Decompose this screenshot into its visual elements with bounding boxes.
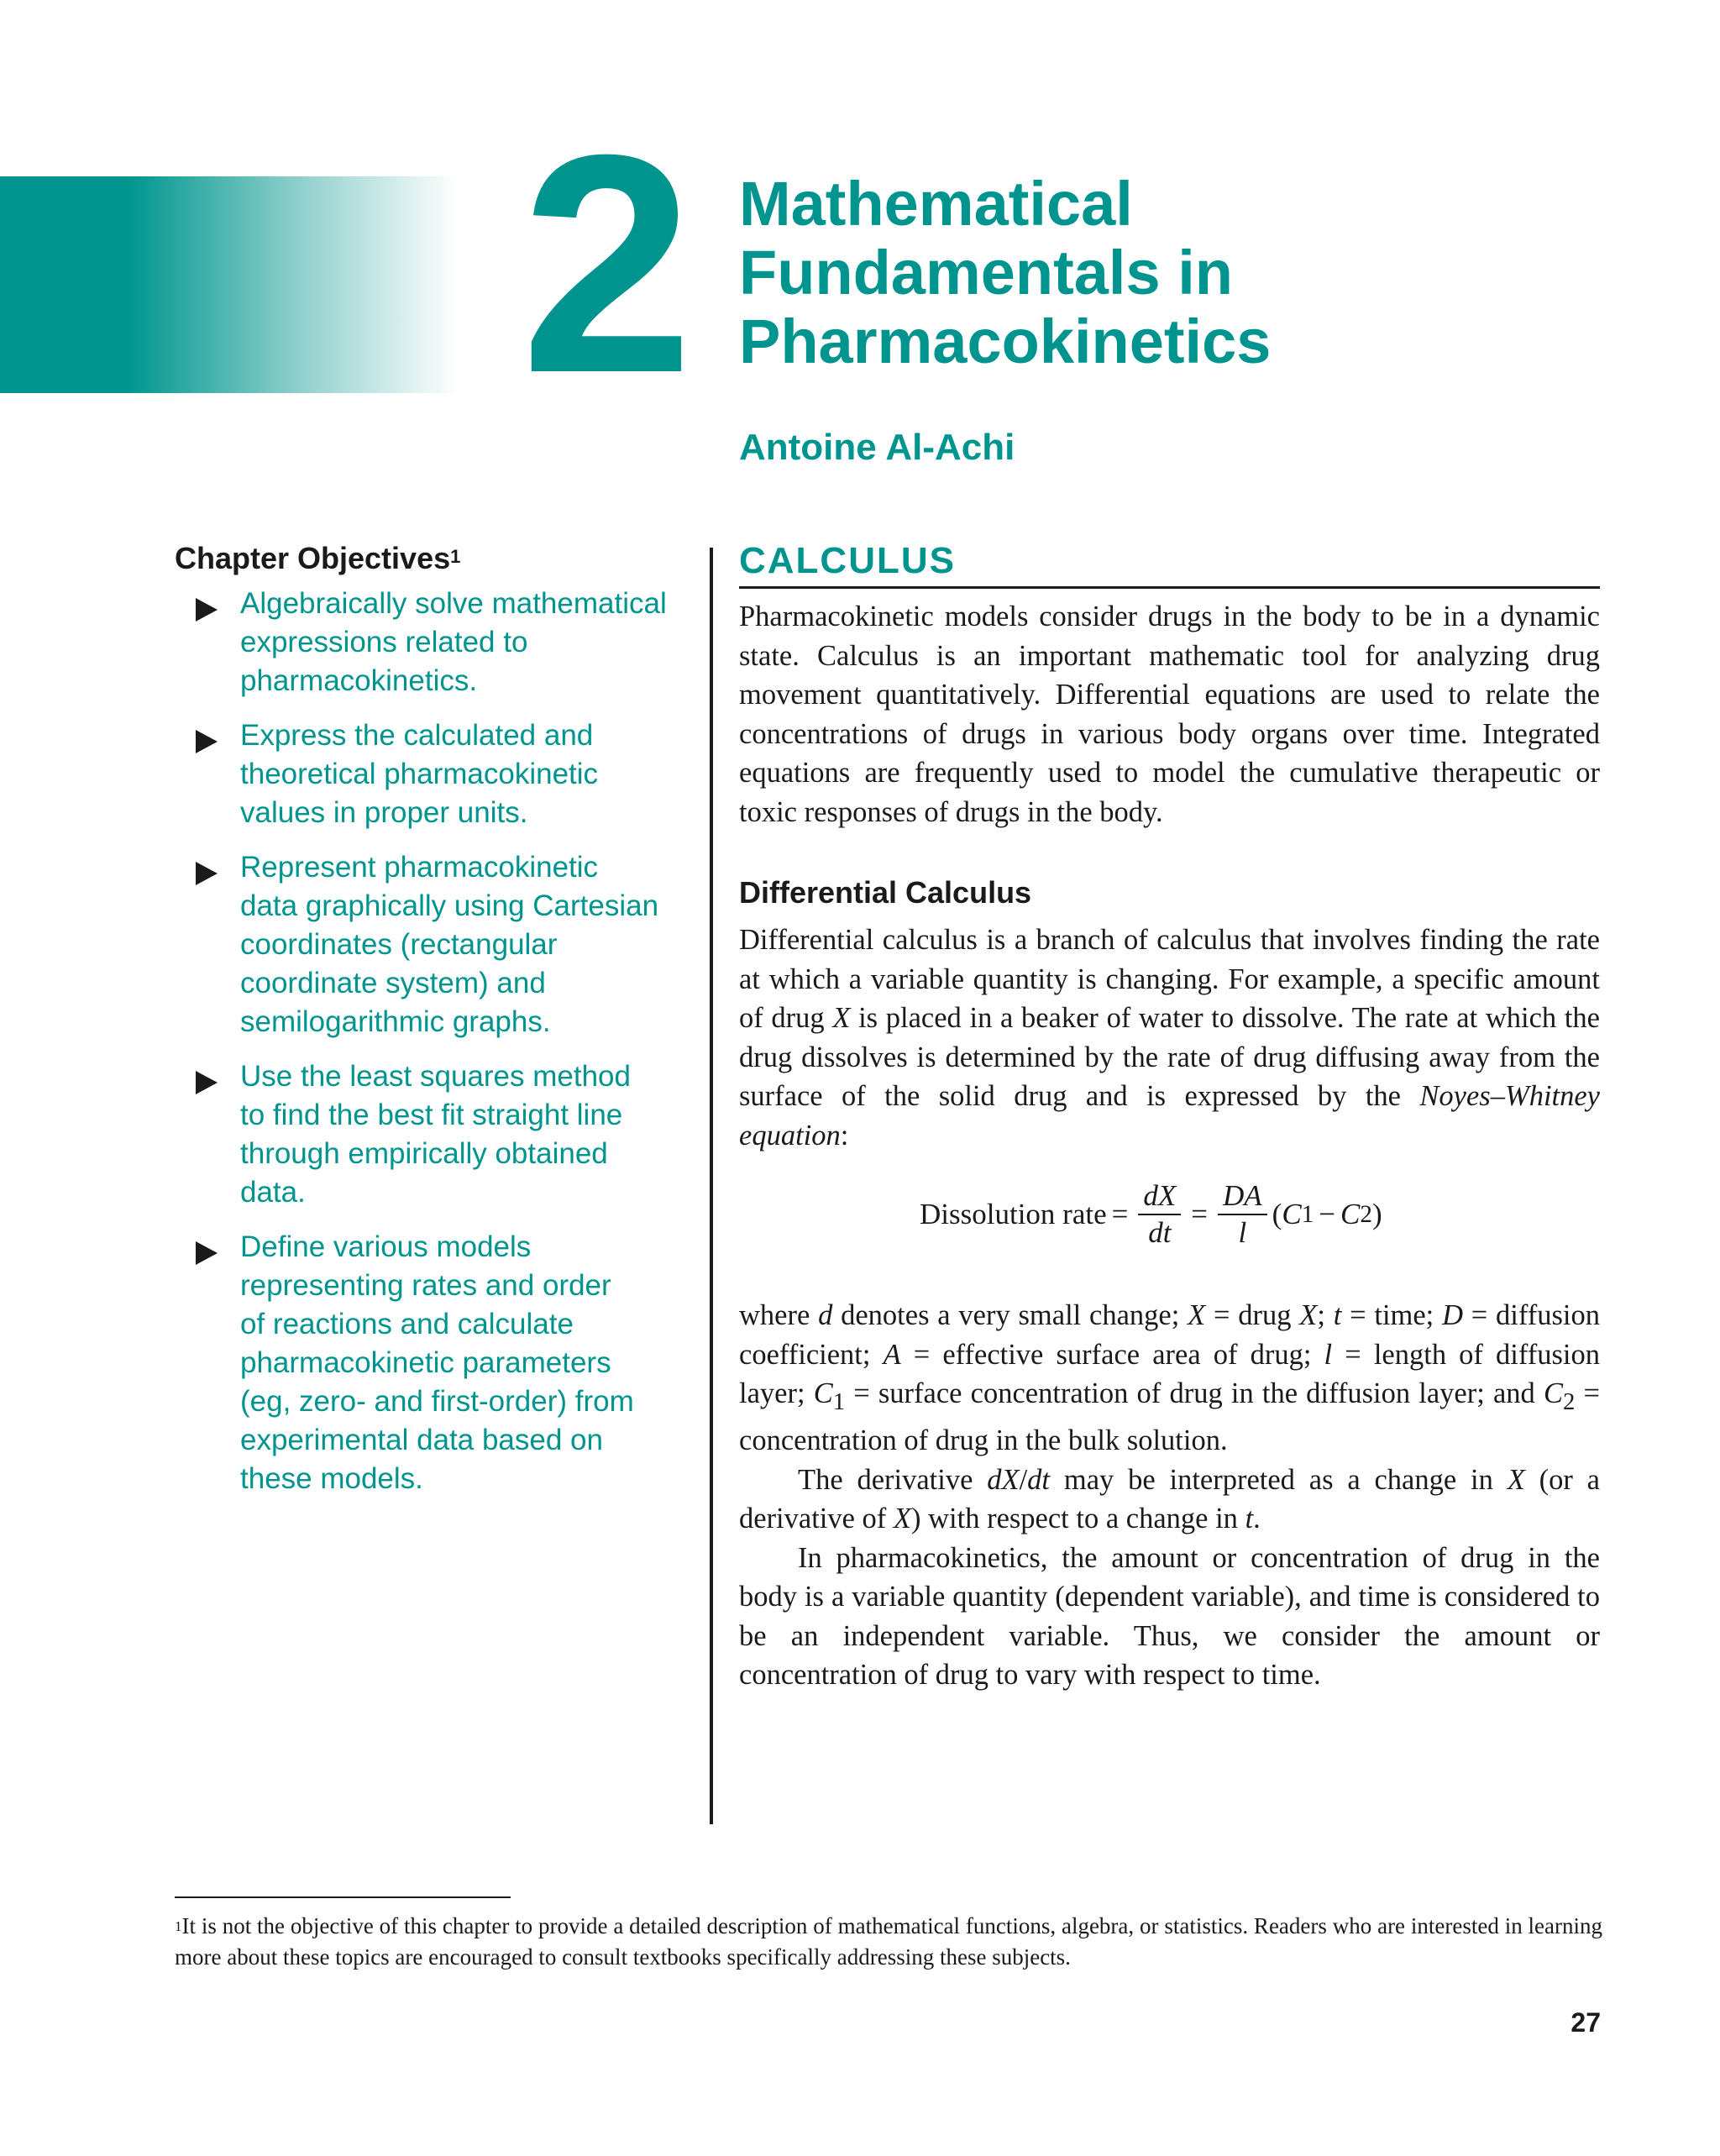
variable: X xyxy=(1299,1299,1318,1331)
fraction-numerator: DA xyxy=(1218,1180,1267,1215)
variable: C xyxy=(1543,1377,1563,1409)
footnote-marker: 1 xyxy=(175,1918,182,1934)
fraction-denominator: dt xyxy=(1148,1216,1172,1249)
text-run: = drug xyxy=(1205,1299,1300,1331)
subsection-heading: Differential Calculus xyxy=(739,875,1032,910)
text-run: = length of diffusion layer; xyxy=(739,1338,1600,1409)
text-run: = concentration of drug in the bulk solution. xyxy=(739,1377,1600,1457)
objective-item xyxy=(175,1228,695,1498)
text-run: . xyxy=(1253,1503,1261,1535)
text-run: ; xyxy=(1317,1299,1334,1331)
objective-item xyxy=(175,1057,695,1212)
chapter-objectives xyxy=(175,539,695,1514)
footnote xyxy=(175,1911,1602,1973)
variable: t xyxy=(1333,1299,1342,1331)
text-run: Differential calculus is a branch of calculus that involves finding the rate at which a variable quantity is changing. For example, a specific amount of drug xyxy=(739,924,1600,1034)
main-column xyxy=(739,538,1600,1695)
footnote-text: It is not the objective of this chapter to provide a detailed description of mathematical functions, algebra, or statistics. Readers who are interested in learning more about these topics are encouraged to consult textbooks specifically addressing these subjects. xyxy=(175,1913,1602,1970)
fraction-numerator: dX xyxy=(1138,1180,1181,1215)
objective-text: Use the least squares method to find the best fit straight line through empirically obtained data. xyxy=(240,1060,631,1209)
page-number: 27 xyxy=(1571,2007,1601,2038)
variable: X xyxy=(1507,1463,1525,1496)
text-run: = effective surface area of drug; xyxy=(900,1338,1324,1371)
chapter-title-line: Mathematical xyxy=(739,169,1133,239)
chapter-author: Antoine Al-Achi xyxy=(739,427,1015,468)
objectives-heading-text: Chapter Objectives xyxy=(175,541,451,575)
equals-sign: = xyxy=(1191,1198,1209,1230)
objective-text: Algebraically solve mathematical expressions related to pharmacokinetics. xyxy=(240,587,667,697)
section-heading: CALCULUS xyxy=(739,538,1600,589)
text-run: ) with respect to a change in xyxy=(911,1503,1245,1535)
variable-c: C xyxy=(1340,1198,1361,1230)
subscript: 1 xyxy=(1301,1200,1314,1228)
text-run: may be interpreted as a change in xyxy=(1050,1463,1508,1496)
variable: A xyxy=(883,1338,901,1371)
triangle-bullet-icon xyxy=(196,1071,218,1094)
objective-text: Represent pharmacokinetic data graphically using Cartesian coordinates (rectangular coordinate system) and semilogarithmic graphs. xyxy=(240,851,659,1038)
variable: dt xyxy=(1027,1463,1051,1496)
triangle-bullet-icon xyxy=(196,730,218,753)
chapter-title-line: Pharmacokinetics xyxy=(739,307,1272,376)
objectives-list xyxy=(175,585,695,1498)
text-run: denotes a very small change; xyxy=(832,1299,1188,1331)
equals-sign: = xyxy=(1111,1198,1129,1230)
text-run: = diffusion coefficient; xyxy=(739,1299,1600,1371)
chapter-title-line: Fundamentals in xyxy=(739,238,1233,307)
body-paragraph xyxy=(739,921,1600,1155)
text-run: where xyxy=(739,1299,819,1331)
fraction-da-l xyxy=(1218,1180,1267,1249)
footnote-rule xyxy=(175,1896,511,1898)
objective-text: Express the calculated and theoretical pharmacokinetic values in proper units. xyxy=(240,719,599,829)
objective-item xyxy=(175,848,695,1041)
text-run: (or a derivative of xyxy=(739,1463,1600,1535)
dissolution-equation xyxy=(739,1172,1600,1276)
variable: D xyxy=(1442,1299,1463,1331)
subscript: 2 xyxy=(1562,1387,1576,1415)
close-paren: ) xyxy=(1371,1198,1382,1230)
triangle-bullet-icon xyxy=(196,598,218,622)
triangle-bullet-icon xyxy=(196,1241,218,1265)
variable: d xyxy=(818,1299,833,1331)
variable: l xyxy=(1324,1338,1333,1371)
fraction-dx-dt xyxy=(1138,1180,1181,1249)
derivative-paragraph xyxy=(739,1461,1600,1539)
definitions-paragraph xyxy=(739,1296,1600,1461)
subscript: 1 xyxy=(832,1387,846,1415)
objective-item xyxy=(175,585,695,700)
open-paren: ( xyxy=(1272,1198,1282,1230)
text-run: = surface concentration of drug in the diffusion layer; and xyxy=(845,1377,1544,1409)
objectives-heading xyxy=(175,539,695,578)
triangle-bullet-icon xyxy=(196,862,218,885)
equation-label: Dissolution rate xyxy=(920,1198,1107,1230)
variable: C xyxy=(813,1377,833,1409)
variable-c: C xyxy=(1282,1198,1302,1230)
text-run: / xyxy=(1019,1463,1028,1496)
equation-name: Noyes–Whitney equation xyxy=(739,1080,1600,1151)
intro-paragraph: Pharmacokinetic models consider drugs in the body to be in a dynamic state. Calculus is an important mathematic tool for analyzing drug movement quantitatively. Differential equations are used to relate the concentrations of drugs in various body organs over time. Integrated equations are frequently used to model the cumulative therapeutic or toxic responses of drugs in the body. xyxy=(739,601,1600,828)
chapter-number: 2 xyxy=(521,91,685,438)
footnote-ref[interactable]: 1 xyxy=(450,546,461,567)
chapter-color-band xyxy=(0,176,458,393)
variable: X xyxy=(1188,1299,1206,1331)
body-paragraph: In pharmacokinetics, the amount or concentration of drug in the body is a variable quantity (dependent variable), and time is considered to be an independent variable. Thus, we consider the amount or concentration of drug to vary with respect to time. xyxy=(739,1541,1600,1692)
text-run: The derivative xyxy=(798,1463,988,1496)
variable: t xyxy=(1245,1503,1254,1535)
variable-x: X xyxy=(832,1002,851,1034)
text-run: is placed in a beaker of water to dissolve. The rate at which the drug dissolves is determined by the rate of drug diffusing away from the surface of the solid drug and is expressed by the xyxy=(739,1002,1600,1112)
objective-text: Define various models representing rates and order of reactions and calculate pharmacokinetic parameters (eg, zero- and first-order) from experimental data based on these models. xyxy=(240,1230,634,1495)
subscript: 2 xyxy=(1360,1200,1372,1228)
fraction-denominator: l xyxy=(1238,1216,1247,1249)
column-divider xyxy=(710,548,713,1824)
text-run: : xyxy=(840,1119,849,1151)
variable: X xyxy=(893,1503,911,1535)
chapter-title xyxy=(739,170,1663,376)
objective-item xyxy=(175,716,695,832)
text-run: = time; xyxy=(1341,1299,1443,1331)
variable: dX xyxy=(987,1463,1020,1496)
minus-sign: − xyxy=(1319,1198,1336,1230)
